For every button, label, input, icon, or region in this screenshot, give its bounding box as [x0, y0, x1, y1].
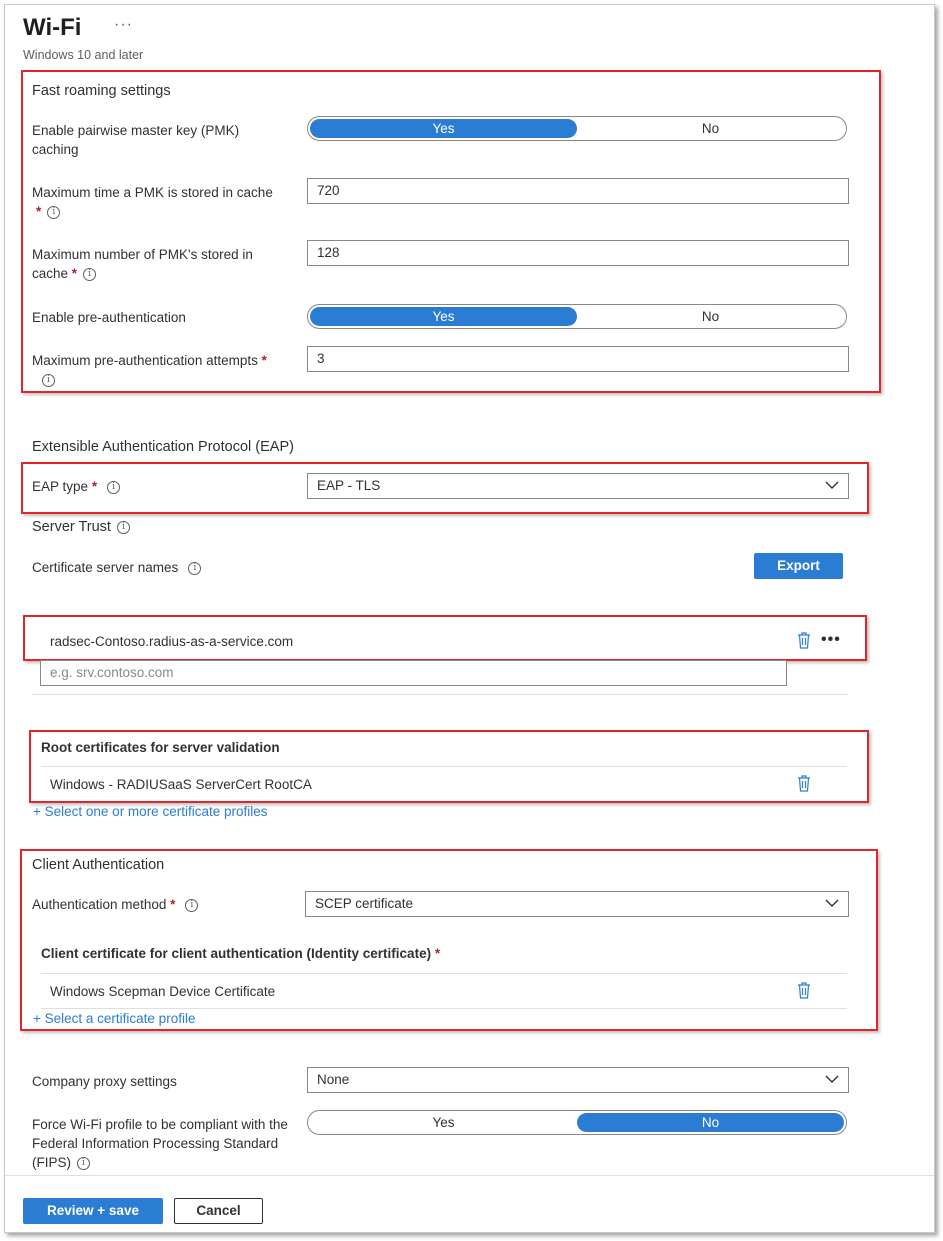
eap-heading: Extensible Authentication Protocol (EAP) [32, 439, 294, 455]
more-actions-icon[interactable]: ••• [821, 631, 841, 648]
pmk-time-input[interactable]: 720 [307, 178, 849, 204]
delete-icon[interactable] [797, 982, 811, 999]
divider [41, 766, 847, 767]
preauth-label: Enable pre-authentication [32, 310, 186, 325]
required-asterisk: * [91, 479, 98, 494]
fips-yes[interactable]: Yes [432, 1115, 455, 1130]
footer-divider [5, 1175, 934, 1176]
chevron-down-icon [825, 896, 839, 910]
pmk-caching-label: Enable pairwise master key (PMK) caching [32, 123, 240, 157]
info-icon[interactable]: i [188, 562, 201, 575]
server-trust-label-text: Server Trust [32, 519, 111, 535]
pmk-count-label-text: Maximum number of PMK's stored in cache [32, 247, 253, 281]
preauth-toggle[interactable] [307, 304, 847, 329]
info-icon[interactable]: i [77, 1157, 90, 1170]
info-icon[interactable]: i [42, 374, 55, 387]
server-trust-label [32, 519, 130, 535]
info-icon[interactable]: i [185, 899, 198, 912]
chevron-down-icon [825, 1072, 839, 1086]
review-save-button[interactable]: Review + save [23, 1198, 163, 1224]
divider [41, 1008, 847, 1009]
client-auth-heading: Client Authentication [32, 857, 165, 873]
more-options-icon[interactable]: ··· [114, 16, 133, 33]
divider [32, 694, 848, 695]
pmk-caching-toggle[interactable] [307, 116, 847, 141]
pmk-caching-no[interactable]: No [701, 121, 720, 136]
page-subtitle: Windows 10 and later [23, 48, 144, 62]
auth-method-label-text: Authentication method [32, 897, 167, 912]
info-icon[interactable]: i [107, 481, 120, 494]
preauth-attempts-label [32, 351, 302, 389]
cert-server-names-label [32, 558, 201, 577]
client-cert-heading-text: Client certificate for client authentication (Identity certificate) [41, 946, 432, 961]
client-cert-heading [41, 944, 440, 963]
fast-roaming-heading: Fast roaming settings [32, 83, 171, 99]
eap-type-label [32, 477, 120, 496]
page-title: Wi-Fi [23, 14, 82, 41]
pmk-count-input[interactable]: 128 [307, 240, 849, 266]
auth-method-value: SCEP certificate [315, 896, 414, 911]
auth-method-label [32, 895, 198, 914]
select-cert-profile-link[interactable]: + Select a certificate profile [33, 1011, 196, 1026]
root-cert-item: Windows - RADIUSaaS ServerCert RootCA [50, 777, 312, 792]
divider [41, 973, 847, 974]
proxy-value: None [317, 1072, 350, 1087]
cancel-button[interactable]: Cancel [174, 1198, 263, 1224]
fips-toggle[interactable] [307, 1110, 847, 1135]
eap-type-value: EAP - TLS [317, 478, 381, 493]
fips-label [32, 1115, 292, 1172]
pmk-time-label-text: Maximum time a PMK is stored in cache [32, 185, 273, 200]
preauth-yes[interactable]: Yes [310, 307, 577, 326]
proxy-select[interactable] [307, 1067, 849, 1093]
required-asterisk: * [36, 204, 42, 219]
highlight-client-auth [20, 849, 878, 1031]
info-icon[interactable]: i [83, 268, 96, 281]
client-cert-item: Windows Scepman Device Certificate [50, 984, 276, 999]
preauth-attempts-label-text: Maximum pre-authentication attempts [32, 353, 258, 368]
eap-type-select[interactable] [307, 473, 849, 499]
auth-method-select[interactable] [305, 891, 849, 917]
preauth-no[interactable]: No [701, 309, 720, 324]
chevron-down-icon [825, 478, 839, 492]
root-certs-heading: Root certificates for server validation [41, 740, 280, 755]
select-cert-profiles-link[interactable]: + Select one or more certificate profiles [33, 804, 268, 819]
delete-icon[interactable] [797, 775, 811, 792]
eap-type-label-text: EAP type [32, 479, 89, 494]
pmk-time-label [32, 183, 302, 221]
pmk-caching-yes[interactable]: Yes [310, 119, 577, 138]
pmk-count-label [32, 245, 292, 283]
fips-label-text: Force Wi-Fi profile to be compliant with the Federal Information Processing Standard (FIPS) [32, 1117, 288, 1170]
cert-server-names-label-text: Certificate server names [32, 560, 179, 575]
server-name-item: radsec-Contoso.radius-as-a-service.com [50, 634, 294, 649]
server-name-input[interactable]: e.g. srv.contoso.com [40, 660, 787, 686]
preauth-attempts-input[interactable]: 3 [307, 346, 849, 372]
required-asterisk: * [434, 946, 441, 961]
info-icon[interactable]: i [117, 521, 130, 534]
required-asterisk: * [71, 266, 78, 281]
fips-no[interactable]: No [577, 1113, 844, 1132]
required-asterisk: * [170, 897, 176, 912]
required-asterisk: * [261, 353, 267, 368]
proxy-label: Company proxy settings [32, 1074, 177, 1089]
export-button[interactable]: Export [754, 553, 843, 579]
delete-icon[interactable] [797, 632, 811, 649]
info-icon[interactable]: i [47, 206, 60, 219]
